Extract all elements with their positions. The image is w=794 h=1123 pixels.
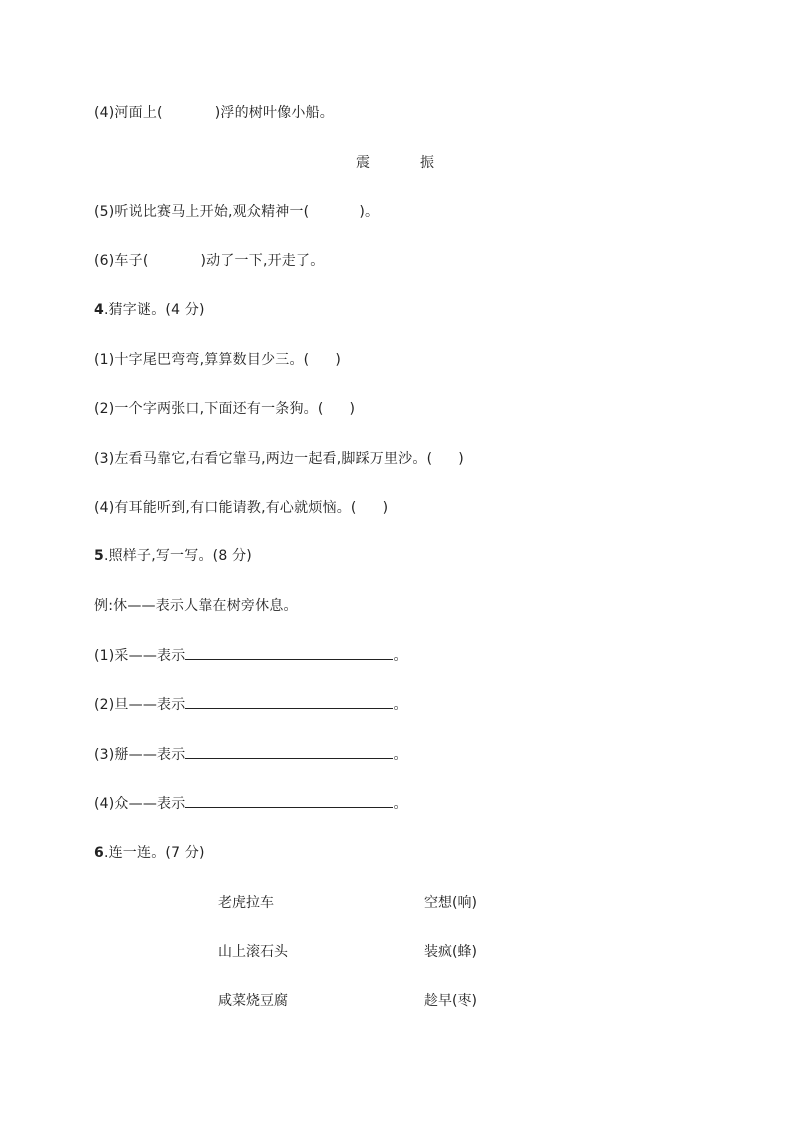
q3-item-6-prefix: (6)车子( — [94, 253, 149, 269]
q5-heading — [94, 547, 252, 565]
q6-left-item-1[interactable]: 老虎拉车 — [218, 895, 274, 911]
word-choice-2: 振 — [420, 155, 434, 171]
q6-heading — [94, 844, 205, 862]
q4-heading — [94, 301, 205, 319]
q5-item-2-end: 。 — [393, 697, 408, 713]
q4-title: .猜字谜。(4 分) — [103, 302, 205, 318]
q4-item-4 — [94, 499, 388, 517]
q5-item-1-label: (1)采——表示 — [94, 648, 186, 664]
q6-number: 6 — [94, 845, 104, 861]
q4-item-1-text: (1)十字尾巴弯弯,算算数目少三。( — [94, 352, 310, 368]
q4-item-1 — [94, 351, 341, 369]
q5-item-2-label: (2)旦——表示 — [94, 697, 186, 713]
q3-item-4-prefix: (4)河面上( — [94, 105, 163, 121]
q5-item-1-end: 。 — [393, 648, 408, 664]
q5-item-2 — [94, 696, 408, 714]
q5-example: 例:休——表示人靠在树旁休息。 — [94, 598, 298, 614]
q4-item-3 — [94, 450, 464, 468]
q5-item-4-label: (4)众——表示 — [94, 796, 186, 812]
q5-number: 5 — [94, 548, 104, 564]
q6-left-item-3[interactable]: 咸菜烧豆腐 — [218, 993, 288, 1009]
q3-item-4 — [94, 104, 334, 122]
q4-item-3-text: (3)左看马靠它,右看它靠马,两边一起看,脚踩万里沙。( — [94, 451, 433, 467]
q3-item-5 — [94, 203, 379, 221]
q4-number: 4 — [94, 302, 104, 318]
answer-underline[interactable] — [185, 696, 393, 709]
q6-title: .连一连。(7 分) — [103, 845, 205, 861]
q5-item-3-end: 。 — [393, 747, 408, 763]
q5-item-4 — [94, 795, 408, 813]
q4-item-2 — [94, 400, 355, 418]
q5-item-3-label: (3)掰——表示 — [94, 747, 186, 763]
q5-title: .照样子,写一写。(8 分) — [103, 548, 252, 564]
q3-item-6 — [94, 252, 324, 270]
q5-item-1 — [94, 647, 408, 665]
word-choice-1: 震 — [356, 155, 370, 171]
q4-item-2-text: (2)一个字两张口,下面还有一条狗。( — [94, 401, 324, 417]
answer-underline[interactable] — [185, 647, 393, 660]
q4-item-3-close: ) — [458, 451, 464, 467]
answer-underline[interactable] — [185, 746, 393, 759]
q6-right-item-1[interactable]: 空想(响) — [424, 895, 477, 911]
q4-item-4-close: ) — [382, 500, 389, 516]
q5-item-4-end: 。 — [393, 796, 408, 812]
q4-item-4-text: (4)有耳能听到,有口能请教,有心就烦恼。( — [94, 500, 357, 516]
q6-right-item-3[interactable]: 趁早(枣) — [424, 993, 477, 1009]
q6-left-item-2[interactable]: 山上滚石头 — [218, 944, 288, 960]
q5-item-3 — [94, 746, 408, 764]
q3-item-5-suffix: )。 — [359, 204, 380, 220]
q3-item-6-suffix: )动了一下,开走了。 — [200, 253, 325, 269]
answer-underline[interactable] — [185, 795, 393, 808]
q4-item-2-close: ) — [349, 401, 356, 417]
q3-item-4-suffix: )浮的树叶像小船。 — [214, 105, 334, 121]
q4-item-1-close: ) — [335, 352, 342, 368]
q6-right-item-2[interactable]: 装疯(蜂) — [424, 944, 477, 960]
q3-item-5-prefix: (5)听说比赛马上开始,观众精神一( — [94, 204, 310, 220]
